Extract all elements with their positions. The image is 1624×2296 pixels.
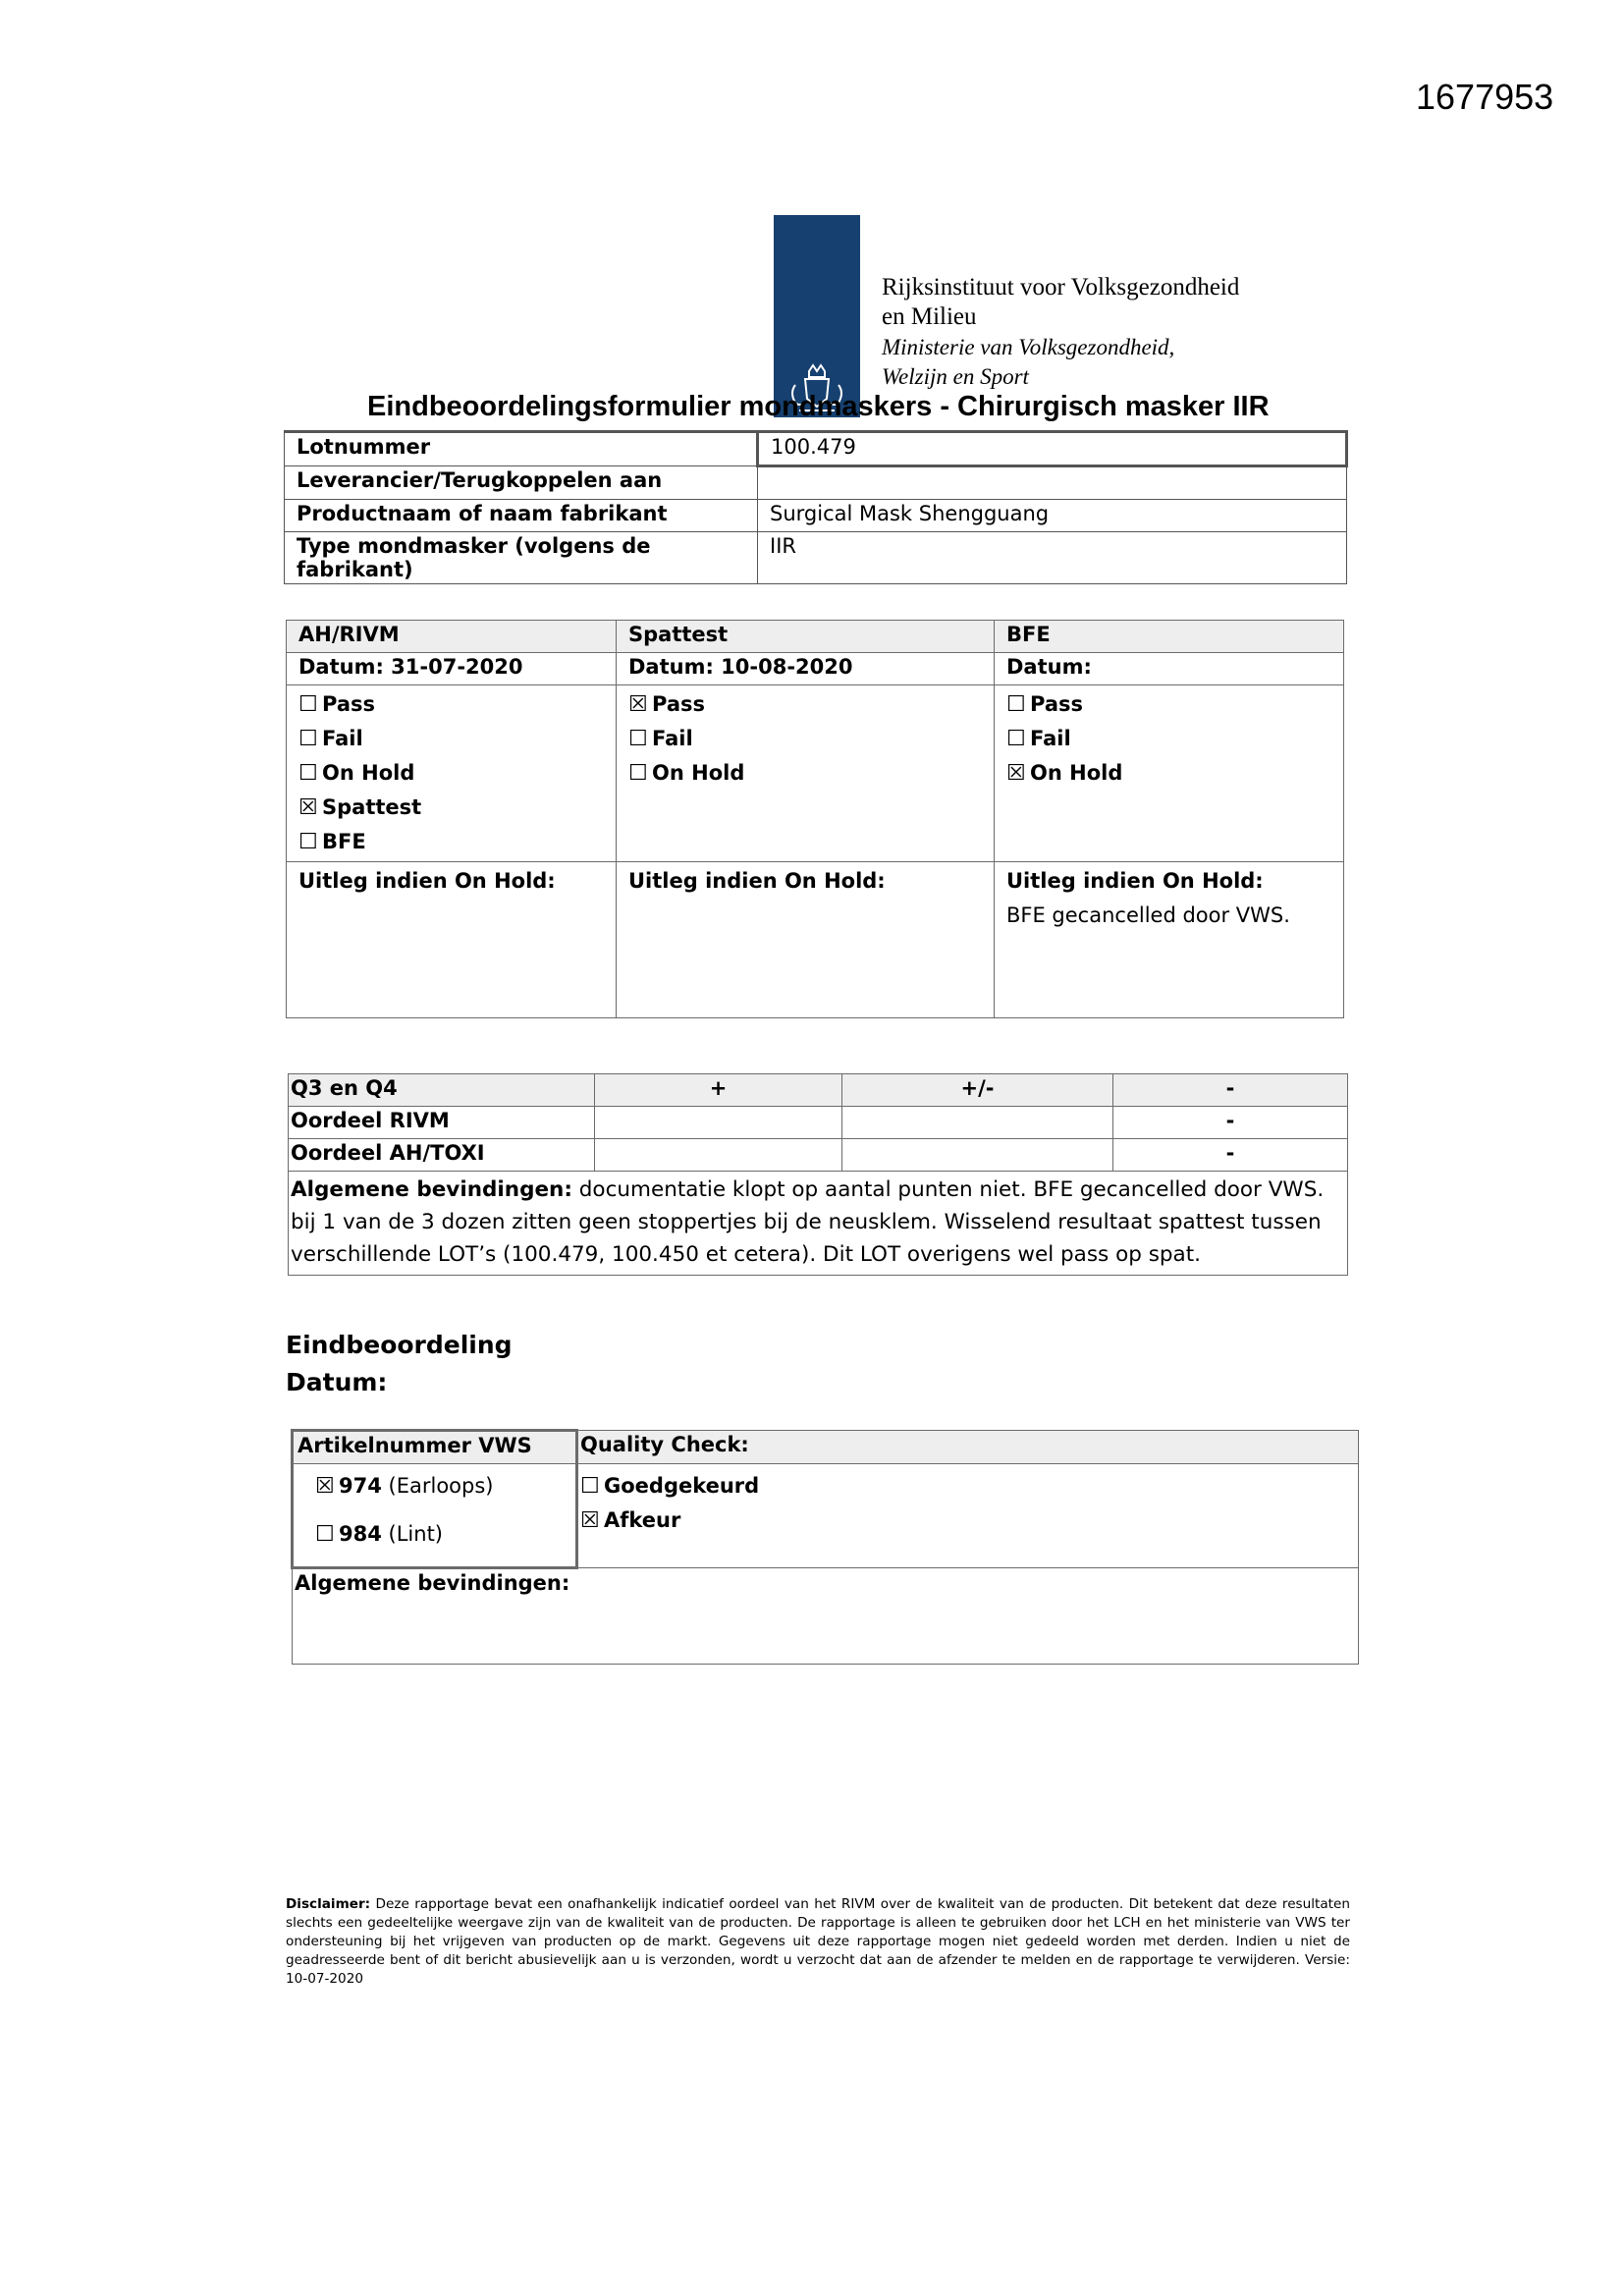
table-row [289, 1172, 1348, 1276]
header-bfe: BFE [995, 621, 1344, 653]
option-fail[interactable]: ☐ Fail [1006, 722, 1331, 756]
logo-line-2: en Milieu [882, 303, 977, 330]
table-row [289, 1139, 1348, 1172]
checkbox-icon: ☐ [298, 692, 318, 717]
form-title: Eindbeoordelingsformulier mondmaskers - Chirurgisch masker IIR [367, 391, 1270, 422]
option-pass[interactable]: ☐ Pass [298, 687, 604, 722]
oordeel-rivm-plus [595, 1107, 842, 1139]
disclaimer-label: Disclaimer: [286, 1896, 371, 1912]
checkbox-icon: ☒ [580, 1508, 600, 1533]
checkbox-icon: ☐ [580, 1474, 600, 1499]
artikel-options [293, 1464, 577, 1568]
uitleg-label: Uitleg indien On Hold: [628, 869, 886, 893]
checkbox-icon: ☐ [298, 830, 318, 854]
table-row [293, 1431, 1359, 1464]
checkbox-icon: ☐ [298, 761, 318, 786]
oordeel-ahtoxi-label: Oordeel AH/TOXI [289, 1139, 595, 1172]
product-info-table [284, 430, 1348, 584]
algemene-bevindingen [289, 1172, 1348, 1276]
checkbox-icon: ☐ [1006, 692, 1026, 717]
header-q3q4: Q3 en Q4 [289, 1074, 595, 1107]
table-row [289, 1074, 1348, 1107]
table-row [287, 621, 1344, 653]
uitleg-spattest [617, 862, 995, 1018]
header-plus: + [595, 1074, 842, 1107]
uitleg-label: Uitleg indien On Hold: [298, 869, 556, 893]
checkbox-icon: ☐ [1006, 727, 1026, 751]
artikel-header: Artikelnummer VWS [293, 1431, 577, 1464]
options-spattest [617, 685, 995, 862]
logo-line-4: Welzijn en Sport [882, 364, 1029, 389]
logo-line-1: Rijksinstituut voor Volksgezondheid [882, 274, 1240, 301]
option-afkeur[interactable]: ☒ Afkeur [580, 1508, 681, 1533]
checkbox-icon: ☒ [315, 1474, 335, 1499]
label-type: Type mondmasker (volgens de fabrikant) [285, 532, 758, 584]
table-row [293, 1464, 1359, 1568]
eindbeoordeling-datum: Datum: [286, 1368, 388, 1396]
value-productnaam: Surgical Mask Shengguang [758, 500, 1347, 532]
algemeen-label: Algemene bevindingen: [291, 1177, 572, 1202]
uitleg-bfe [995, 862, 1344, 1018]
option-on-hold[interactable]: ☒ On Hold [1006, 756, 1331, 791]
table-row [287, 653, 1344, 685]
datum-ah-rivm: Datum: 31-07-2020 [287, 653, 617, 685]
table-row [285, 466, 1347, 500]
value-lotnummer: 100.479 [758, 432, 1347, 466]
header-ah-rivm: AH/RIVM [287, 621, 617, 653]
table-row [285, 532, 1347, 584]
artikel-984[interactable]: ☐ 984 (Lint) [315, 1514, 564, 1555]
table-row [285, 432, 1347, 466]
option-on-hold[interactable]: ☐ On Hold [298, 756, 604, 791]
header-plusminus: +/- [842, 1074, 1113, 1107]
checkbox-icon: ☒ [628, 692, 648, 717]
uitleg-label: Uitleg indien On Hold: [1006, 869, 1264, 893]
header-spattest: Spattest [617, 621, 995, 653]
disclaimer [286, 1895, 1350, 1989]
oordeel-ahtoxi-plusminus [842, 1139, 1113, 1172]
checkbox-icon: ☐ [298, 727, 318, 751]
test-results-table [286, 620, 1344, 1018]
value-leverancier [758, 466, 1347, 500]
page-number: 1677953 [1416, 77, 1554, 117]
artikel-974[interactable]: ☒ 974 (Earloops) [315, 1466, 564, 1506]
checkbox-icon: ☐ [315, 1522, 335, 1547]
table-row [287, 685, 1344, 862]
option-spattest[interactable]: ☒ Spattest [298, 791, 604, 825]
oordeel-ahtoxi-plus [595, 1139, 842, 1172]
checkbox-icon: ☐ [628, 727, 648, 751]
table-row [293, 1568, 1359, 1665]
datum-bfe: Datum: [995, 653, 1344, 685]
option-pass[interactable]: ☐ Pass [1006, 687, 1331, 722]
options-bfe [995, 685, 1344, 862]
logo-line-3: Ministerie van Volksgezondheid, [882, 335, 1175, 359]
q3q4-table [288, 1073, 1348, 1276]
uitleg-ah-rivm [287, 862, 617, 1018]
oordeel-rivm-label: Oordeel RIVM [289, 1107, 595, 1139]
oordeel-rivm-plusminus [842, 1107, 1113, 1139]
option-pass[interactable]: ☒ Pass [628, 687, 982, 722]
option-bfe[interactable]: ☐ BFE [298, 825, 604, 859]
label-leverancier: Leverancier/Terugkoppelen aan [285, 466, 758, 500]
label-productnaam: Productnaam of naam fabrikant [285, 500, 758, 532]
table-row [289, 1107, 1348, 1139]
quality-header: Quality Check: [577, 1431, 1359, 1464]
eindbeoordeling-title: Eindbeoordeling [286, 1331, 513, 1359]
table-row [287, 862, 1344, 1018]
datum-spattest: Datum: 10-08-2020 [617, 653, 995, 685]
oordeel-rivm-minus: - [1113, 1107, 1348, 1139]
oordeel-ahtoxi-minus: - [1113, 1139, 1348, 1172]
eind-algemene-bevindingen: Algemene bevindingen: [293, 1568, 1359, 1665]
value-type: IIR [758, 532, 1347, 584]
table-row [285, 500, 1347, 532]
label-lotnummer: Lotnummer [285, 432, 758, 466]
option-fail[interactable]: ☐ Fail [298, 722, 604, 756]
final-assessment-table [291, 1429, 1359, 1665]
disclaimer-text: Deze rapportage bevat een onafhankelijk indicatief oordeel van het RIVM over de kwaliteit van de producten. Dit betekent dat deze resultaten slechts een gedeeltelijke weergave zijn van de kwaliteit van de producten. De rapportage is alleen te gebruiken door het LCH en het ministerie van VWS ter ondersteuning bij het vrijgeven van producten op de markt. Gegevens uit deze rapportage mogen niet gedeeld worden met derden. Indien u niet de geadresseerde bent of dit bericht abusievelijk aan u is verzonden, wordt u verzocht dat aan de afzender te melden en de rapportage te verwijderen. Versie: 10-07-2020 [286, 1896, 1350, 1987]
header-minus: - [1113, 1074, 1348, 1107]
option-goedgekeurd[interactable]: ☐ Goedgekeurd [580, 1466, 1346, 1506]
uitleg-text: BFE gecancelled door VWS. [1006, 903, 1290, 927]
algemeen-text: documentatie klopt op aantal punten niet. BFE gecancelled door VWS. bij 1 van de 3 dozen zitten geen stoppertjes bij de neusklem. Wisselend resultaat spattest tussen verschillende LOT’s (100.479, 100.450 et cetera). Dit LOT overigens wel pass op spat. [291, 1177, 1325, 1267]
options-ah-rivm [287, 685, 617, 862]
quality-options [577, 1464, 1359, 1568]
checkbox-icon: ☒ [298, 795, 318, 820]
option-fail[interactable]: ☐ Fail [628, 722, 982, 756]
option-on-hold[interactable]: ☐ On Hold [628, 756, 982, 791]
checkbox-icon: ☐ [628, 761, 648, 786]
checkbox-icon: ☒ [1006, 761, 1026, 786]
